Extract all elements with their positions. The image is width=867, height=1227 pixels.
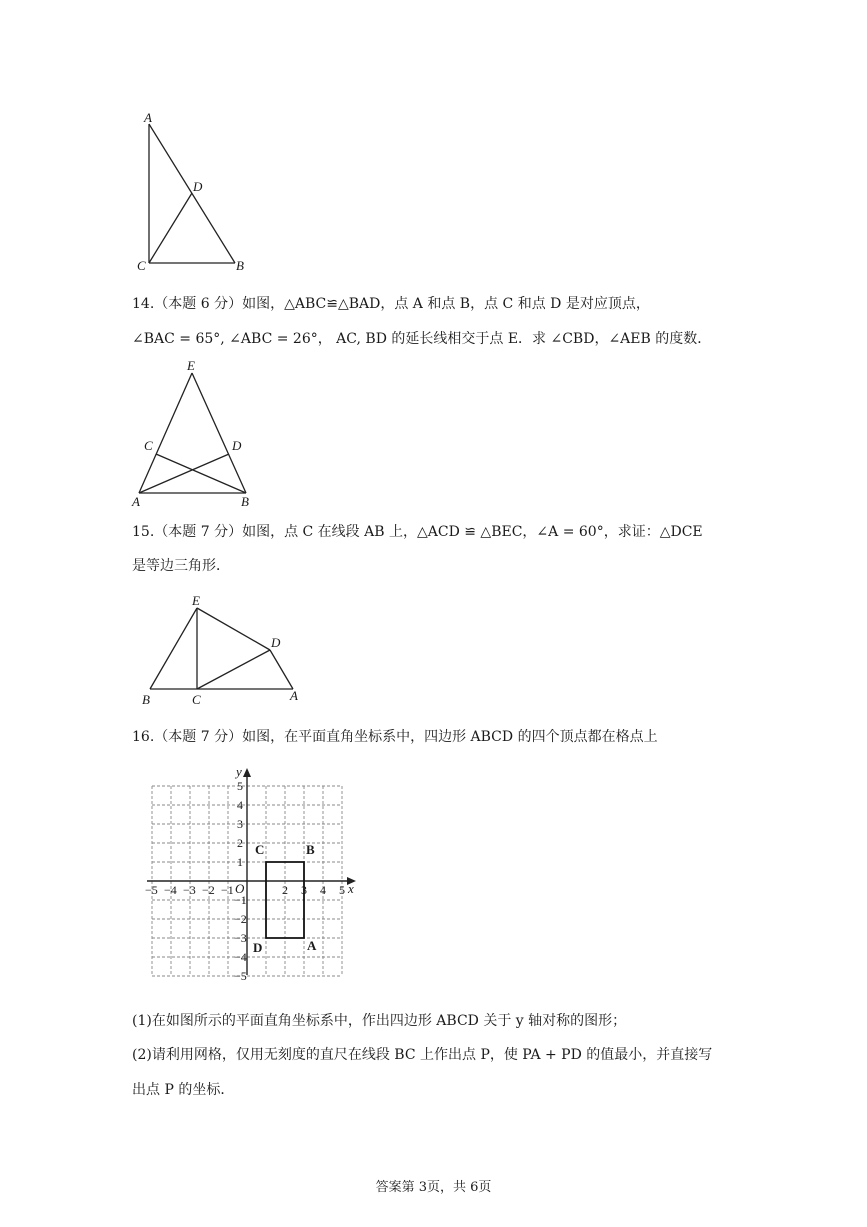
label-B: B xyxy=(142,692,150,707)
y-tick-label: 2 xyxy=(237,836,243,850)
figure-q15 xyxy=(138,590,308,710)
y-tick-label: −4 xyxy=(234,950,247,964)
vertex-label-D: D xyxy=(253,940,263,955)
label-C: C xyxy=(192,692,201,707)
figure-q13 xyxy=(130,110,260,275)
label-A: A xyxy=(132,494,140,509)
y-axis-label: y xyxy=(236,764,242,779)
label-D: D xyxy=(232,438,242,453)
vertex-label-C: C xyxy=(255,842,265,857)
q15-line2: 是等边三角形． xyxy=(132,558,230,574)
x-tick-label: −2 xyxy=(202,883,215,897)
x-tick-label: −5 xyxy=(145,883,158,897)
q16-sub3: 出点 P 的坐标． xyxy=(132,1082,235,1098)
q16-sub1: (1)在如图所示的平面直角坐标系中，作出四边形 ABCD 关于 y 轴对称的图形； xyxy=(132,1013,627,1029)
y-tick-label: −2 xyxy=(234,912,247,926)
label-D: D xyxy=(271,635,281,650)
label-C: C xyxy=(137,258,146,273)
label-A: A xyxy=(144,110,152,125)
vertex-label-A: A xyxy=(307,938,317,953)
label-B: B xyxy=(241,494,249,509)
x-tick-label: 2 xyxy=(282,883,288,897)
q15-line1: 15.（本题 7 分）如图，点 C 在线段 AB 上，△ACD ≌ △BEC，∠A = 60°，求证：△DCE xyxy=(132,524,703,540)
q14-line2: ∠BAC = 65°, ∠ABC = 26°， AC, BD 的延长线相交于点 E．求 ∠CBD，∠AEB 的度数． xyxy=(132,331,712,347)
origin-label: O xyxy=(235,881,245,896)
figure-q14 xyxy=(128,356,263,511)
vertex-label-B: B xyxy=(306,842,315,857)
y-axis-arrow xyxy=(243,768,251,777)
label-D: D xyxy=(193,179,203,194)
x-axis-label: x xyxy=(348,881,354,896)
label-A: A xyxy=(290,688,298,703)
coordinate-grid xyxy=(140,762,365,982)
x-tick-label: 3 xyxy=(301,883,307,897)
y-tick-label: 4 xyxy=(237,798,243,812)
page-footer: 答案第 3页，共 6页 xyxy=(375,1180,492,1195)
label-E: E xyxy=(192,593,200,608)
y-tick-label: 3 xyxy=(237,817,243,831)
q16-line1: 16.（本题 7 分）如图，在平面直角坐标系中，四边形 ABCD 的四个顶点都在格点上 xyxy=(132,729,658,745)
y-tick-label: −3 xyxy=(234,931,247,945)
q14-line1: 14.（本题 6 分）如图，△ABC≌△BAD，点 A 和点 B，点 C 和点 D 是对应顶点， xyxy=(132,296,650,312)
x-tick-label: −1 xyxy=(221,883,234,897)
y-tick-label: 5 xyxy=(237,779,243,793)
label-C: C xyxy=(144,438,153,453)
y-tick-label: −1 xyxy=(234,893,247,907)
x-tick-label: −4 xyxy=(164,883,177,897)
x-tick-label: 4 xyxy=(320,883,326,897)
q16-sub2: (2)请利用网格，仅用无刻度的直尺在线段 BC 上作出点 P，使 PA + PD 的值最小，并直接写 xyxy=(132,1047,713,1063)
x-tick-label: −3 xyxy=(183,883,196,897)
y-tick-label: 1 xyxy=(237,855,243,869)
label-B: B xyxy=(236,258,244,273)
y-tick-label: −5 xyxy=(234,969,247,982)
label-E: E xyxy=(187,358,195,373)
x-tick-label: 5 xyxy=(339,883,345,897)
